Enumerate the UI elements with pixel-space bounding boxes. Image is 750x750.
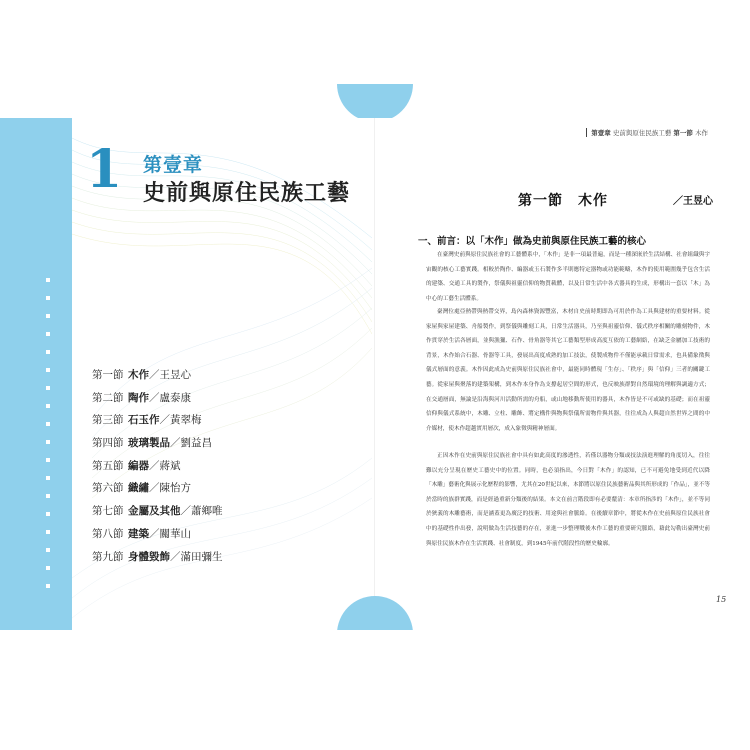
toc-section: 第九節 — [92, 550, 124, 563]
toc-author: ／滿田彌生 — [170, 550, 223, 563]
toc-item[interactable] — [92, 455, 223, 478]
decorative-square — [46, 386, 50, 390]
toc-section: 第七節 — [92, 505, 124, 518]
toc-topic: 織繡 — [128, 482, 149, 495]
decorative-square — [46, 368, 50, 372]
decorative-square — [46, 350, 50, 354]
toc-section: 第六節 — [92, 482, 124, 495]
toc-section: 第五節 — [92, 459, 124, 472]
body-paragraph: 臺灣位處亞熱帶與熱帶交界，島內森林資源豐富，木材自史前時期即為可用於作為工具與建材的重要材料。從家屋與家屋建築、舟船製作，到祭儀與雕刻工具，日常生活器具，乃至與祖靈信仰、儀式秩序相關的雕刻物件，木作貫穿於生活各層面，並與漁獵、石作、骨角器等其它工藝類型形成高度互依的工藝網絡，在缺乏金屬加工技術的背景，木作始合石器、骨器等工具，發展出高度成熟的加工技法，使製成物件不僅能承載日常需求，也具備象徵與儀式層面的意義。木作因此成為史前與原住民族社會中，最能同時體現「生存」、「秩序」與「信仰」三者的關鍵工藝。從家屋與聚落的建築架構，到木作本身作為支撐起居空間的形式，也反映族群對自然環境的理解與調適方式；在交通層面，無論是沿海與河川活動所需的舟船，或山地移動所使用的器具，木作皆是不可或缺的基礎；而在祖靈信仰與儀式系統中，木雕、立柱、雕飾、將定構件與物與祭儀所需物件與其器，往往成為人與超自然世界之間的中介媒材，使木作超越實用層次，成入象徵與精神層面。 — [426, 309, 710, 432]
toc-author: ／王昱心 — [149, 369, 191, 381]
toc-item[interactable] — [92, 387, 223, 410]
toc-topic: 木作 — [128, 369, 149, 381]
decorative-square — [46, 404, 50, 408]
decorative-half-circle-bottom — [337, 596, 413, 630]
decorative-square — [46, 494, 50, 498]
toc-topic: 金屬及其他 — [128, 505, 181, 518]
toc-author: ／蕭鄉唯 — [180, 505, 223, 518]
toc-section: 第三節 — [92, 414, 124, 427]
decorative-square — [46, 512, 50, 516]
toc-section: 第四節 — [92, 437, 124, 450]
toc-topic: 建築 — [128, 527, 149, 540]
section-author: ／王昱心 — [673, 196, 713, 207]
toc-item[interactable] — [92, 523, 223, 546]
decorative-square — [46, 440, 50, 444]
body-paragraph: 正因木作在史前與原住民族社會中具有如此高度的滲透性，若僅以器物分類或技法演進理解的角度切入，往往難以充分呈現在歷史工藝史中的位置。同時，也必須指出，今日對「木作」的認知，已不可避免地受到近代以降「木雕」藝術化與展示化歷程的影響，尤其在20世紀以來，本節將以原住民族藝術品與其所形成的「作品」，並不等於當時的族群實踐，而是經過重新分類後的結果。本文在前言階段即有必要釐清：本章所指涉的「木作」，並不等同於狹義的木雕藝術，而是涵蓋更為廣泛的技術、用途與社會脈絡。在後續章節中，將從木作在史前與原住民族社會中的基礎性作出發，說明做為生活技藝的存在，並進一步整理戰後木作工藝的重要研究脈絡，藉此勾勒出臺灣史前與原住民族木作在生活實踐、社會制度，到1945年前代階段性的歷史輪廓。 — [426, 453, 711, 547]
running-head-section: 第一節 — [673, 129, 693, 137]
toc-section: 第一節 — [92, 369, 124, 381]
decorative-square — [46, 530, 50, 534]
decorative-half-circle-top — [337, 84, 413, 118]
toc-author: ／盧泰康 — [149, 391, 191, 404]
decorative-square — [46, 422, 50, 426]
running-head-chapter: 第壹章 — [591, 129, 611, 137]
toc-topic: 身體毀飾 — [128, 550, 170, 563]
decorative-square — [46, 332, 50, 336]
running-head-chapter-title: 史前與原住民族工藝 — [612, 129, 672, 137]
decorative-square — [46, 314, 50, 318]
toc-section: 第八節 — [92, 527, 124, 540]
chapter-label: 第壹章 — [143, 154, 204, 176]
toc-item[interactable] — [92, 364, 223, 387]
decorative-square — [46, 476, 50, 480]
chapter-number: 1 — [86, 139, 123, 200]
toc-section: 第二節 — [92, 391, 124, 404]
toc-topic: 玻璃製品 — [128, 437, 170, 450]
decorative-square — [46, 584, 50, 588]
blue-side-strip — [0, 118, 72, 630]
toc-author: ／黃翠梅 — [159, 414, 202, 427]
toc-topic: 編器 — [128, 459, 149, 472]
toc-topic: 石玉作 — [128, 414, 160, 427]
decorative-square — [46, 458, 50, 462]
table-of-contents — [92, 364, 223, 568]
toc-item[interactable] — [92, 546, 223, 569]
chapter-title: 史前與原住民族工藝 — [143, 180, 351, 206]
subheading: 一、前言：以「木作」做為史前與原住民族工藝的核心 — [418, 236, 647, 247]
body-paragraph: 在臺灣史前與原住民族社會的工藝體系中，「木作」是非一項最普遍，而是一種深嵌於生活結構、社會組織與宇宙觀的核心工藝實踐。相較於陶作、編器或玉石製作多半則應特定器物或功能範疇，木作的使用範圍幾乎包含生活的建築、交通工具的製作，祭儀與祖靈信仰的物質載體，以及日常生活中各式器具的生成，形構出一套以「木」為中心的工藝生活體系。 — [426, 252, 710, 302]
toc-author: ／陳怡方 — [149, 482, 191, 495]
decorative-square — [46, 548, 50, 552]
page-gutter — [374, 118, 375, 630]
toc-item[interactable] — [92, 409, 223, 432]
toc-item[interactable] — [92, 500, 223, 523]
toc-author: ／劉益昌 — [170, 437, 212, 450]
toc-item[interactable] — [92, 477, 223, 500]
toc-author: ／蔣斌 — [149, 459, 181, 472]
toc-topic: 陶作 — [128, 391, 149, 404]
page-number: 15 — [716, 595, 727, 604]
toc-author: ／關華山 — [149, 527, 191, 540]
running-head — [586, 128, 708, 137]
section-title: 第一節 木作 — [518, 193, 608, 209]
toc-item[interactable] — [92, 432, 223, 455]
decorative-square — [46, 296, 50, 300]
decorative-square — [46, 566, 50, 570]
running-head-section-title: 木作 — [695, 129, 708, 137]
decorative-square — [46, 278, 50, 282]
